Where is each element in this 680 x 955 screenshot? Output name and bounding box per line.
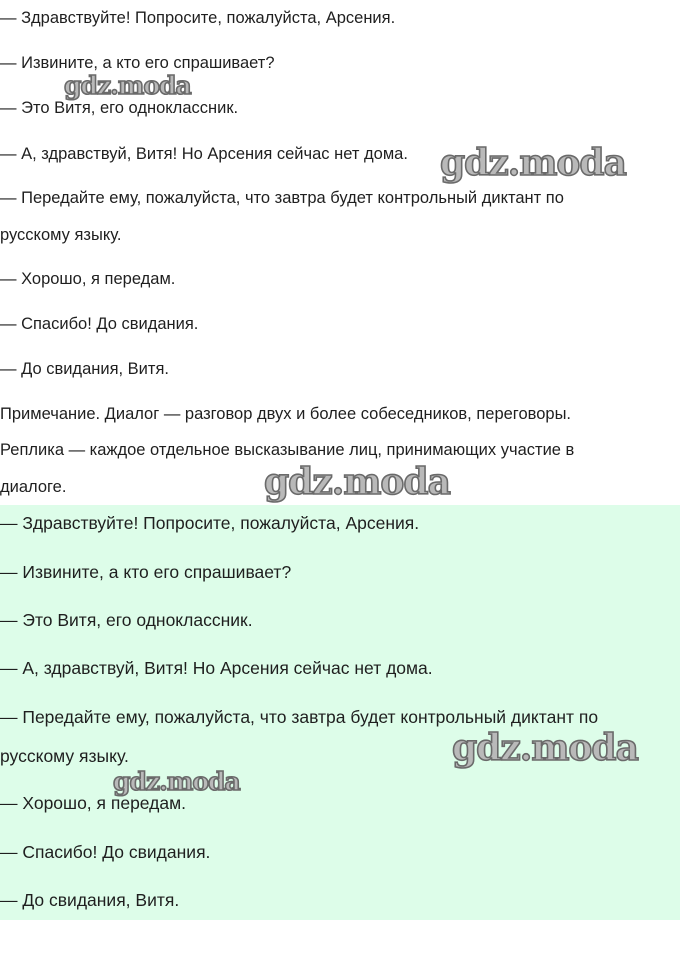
dialogue-line: — Здравствуйте! Попросите, пожалуйста, Арсения. [0, 9, 396, 27]
dialogue-line: — Здравствуйте! Попросите, пожалуйста, Арсения. [0, 513, 420, 533]
dialogue-line: — Хорошо, я передам. [0, 270, 176, 288]
dialogue-line: — Передайте ему, пожалуйста, что завтра будет контрольный диктант по [0, 707, 599, 727]
dialogue-line: — Извините, а кто его спрашивает? [0, 54, 275, 72]
watermark-logo: gdz.moda [64, 71, 191, 100]
highlighted-answer-section [0, 505, 680, 920]
dialogue-line: — Передайте ему, пожалуйста, что завтра будет контрольный диктант по [0, 189, 564, 207]
watermark-logo: gdz.moda [113, 767, 240, 796]
watermark-logo: gdz.moda [440, 142, 626, 184]
watermark-logo: gdz.moda [264, 461, 450, 503]
watermark-logo: gdz.moda [452, 727, 638, 769]
dialogue-line: — Хорошо, я передам. [0, 793, 186, 813]
note-line: диалоге. [0, 478, 67, 496]
dialogue-line: — До свидания, Витя. [0, 360, 169, 378]
dialogue-line: — Спасибо! До свидания. [0, 842, 211, 862]
dialogue-line: — А, здравствуй, Витя! Но Арсения сейчас нет дома. [0, 145, 408, 163]
dialogue-line: — Это Витя, его одноклассник. [0, 99, 239, 117]
dialogue-line: — А, здравствуй, Витя! Но Арсения сейчас нет дома. [0, 658, 433, 678]
note-line: Реплика — каждое отдельное высказывание лиц, принимающих участие в [0, 441, 575, 459]
dialogue-line: — Это Витя, его одноклассник. [0, 610, 253, 630]
dialogue-line: — Спасибо! До свидания. [0, 315, 199, 333]
note-line: Примечание. Диалог — разговор двух и более собеседников, переговоры. [0, 405, 572, 423]
dialogue-line: русскому языку. [0, 746, 129, 766]
dialogue-line: — Извините, а кто его спрашивает? [0, 562, 292, 582]
dialogue-line: русскому языку. [0, 226, 122, 244]
dialogue-line: — До свидания, Витя. [0, 890, 180, 910]
